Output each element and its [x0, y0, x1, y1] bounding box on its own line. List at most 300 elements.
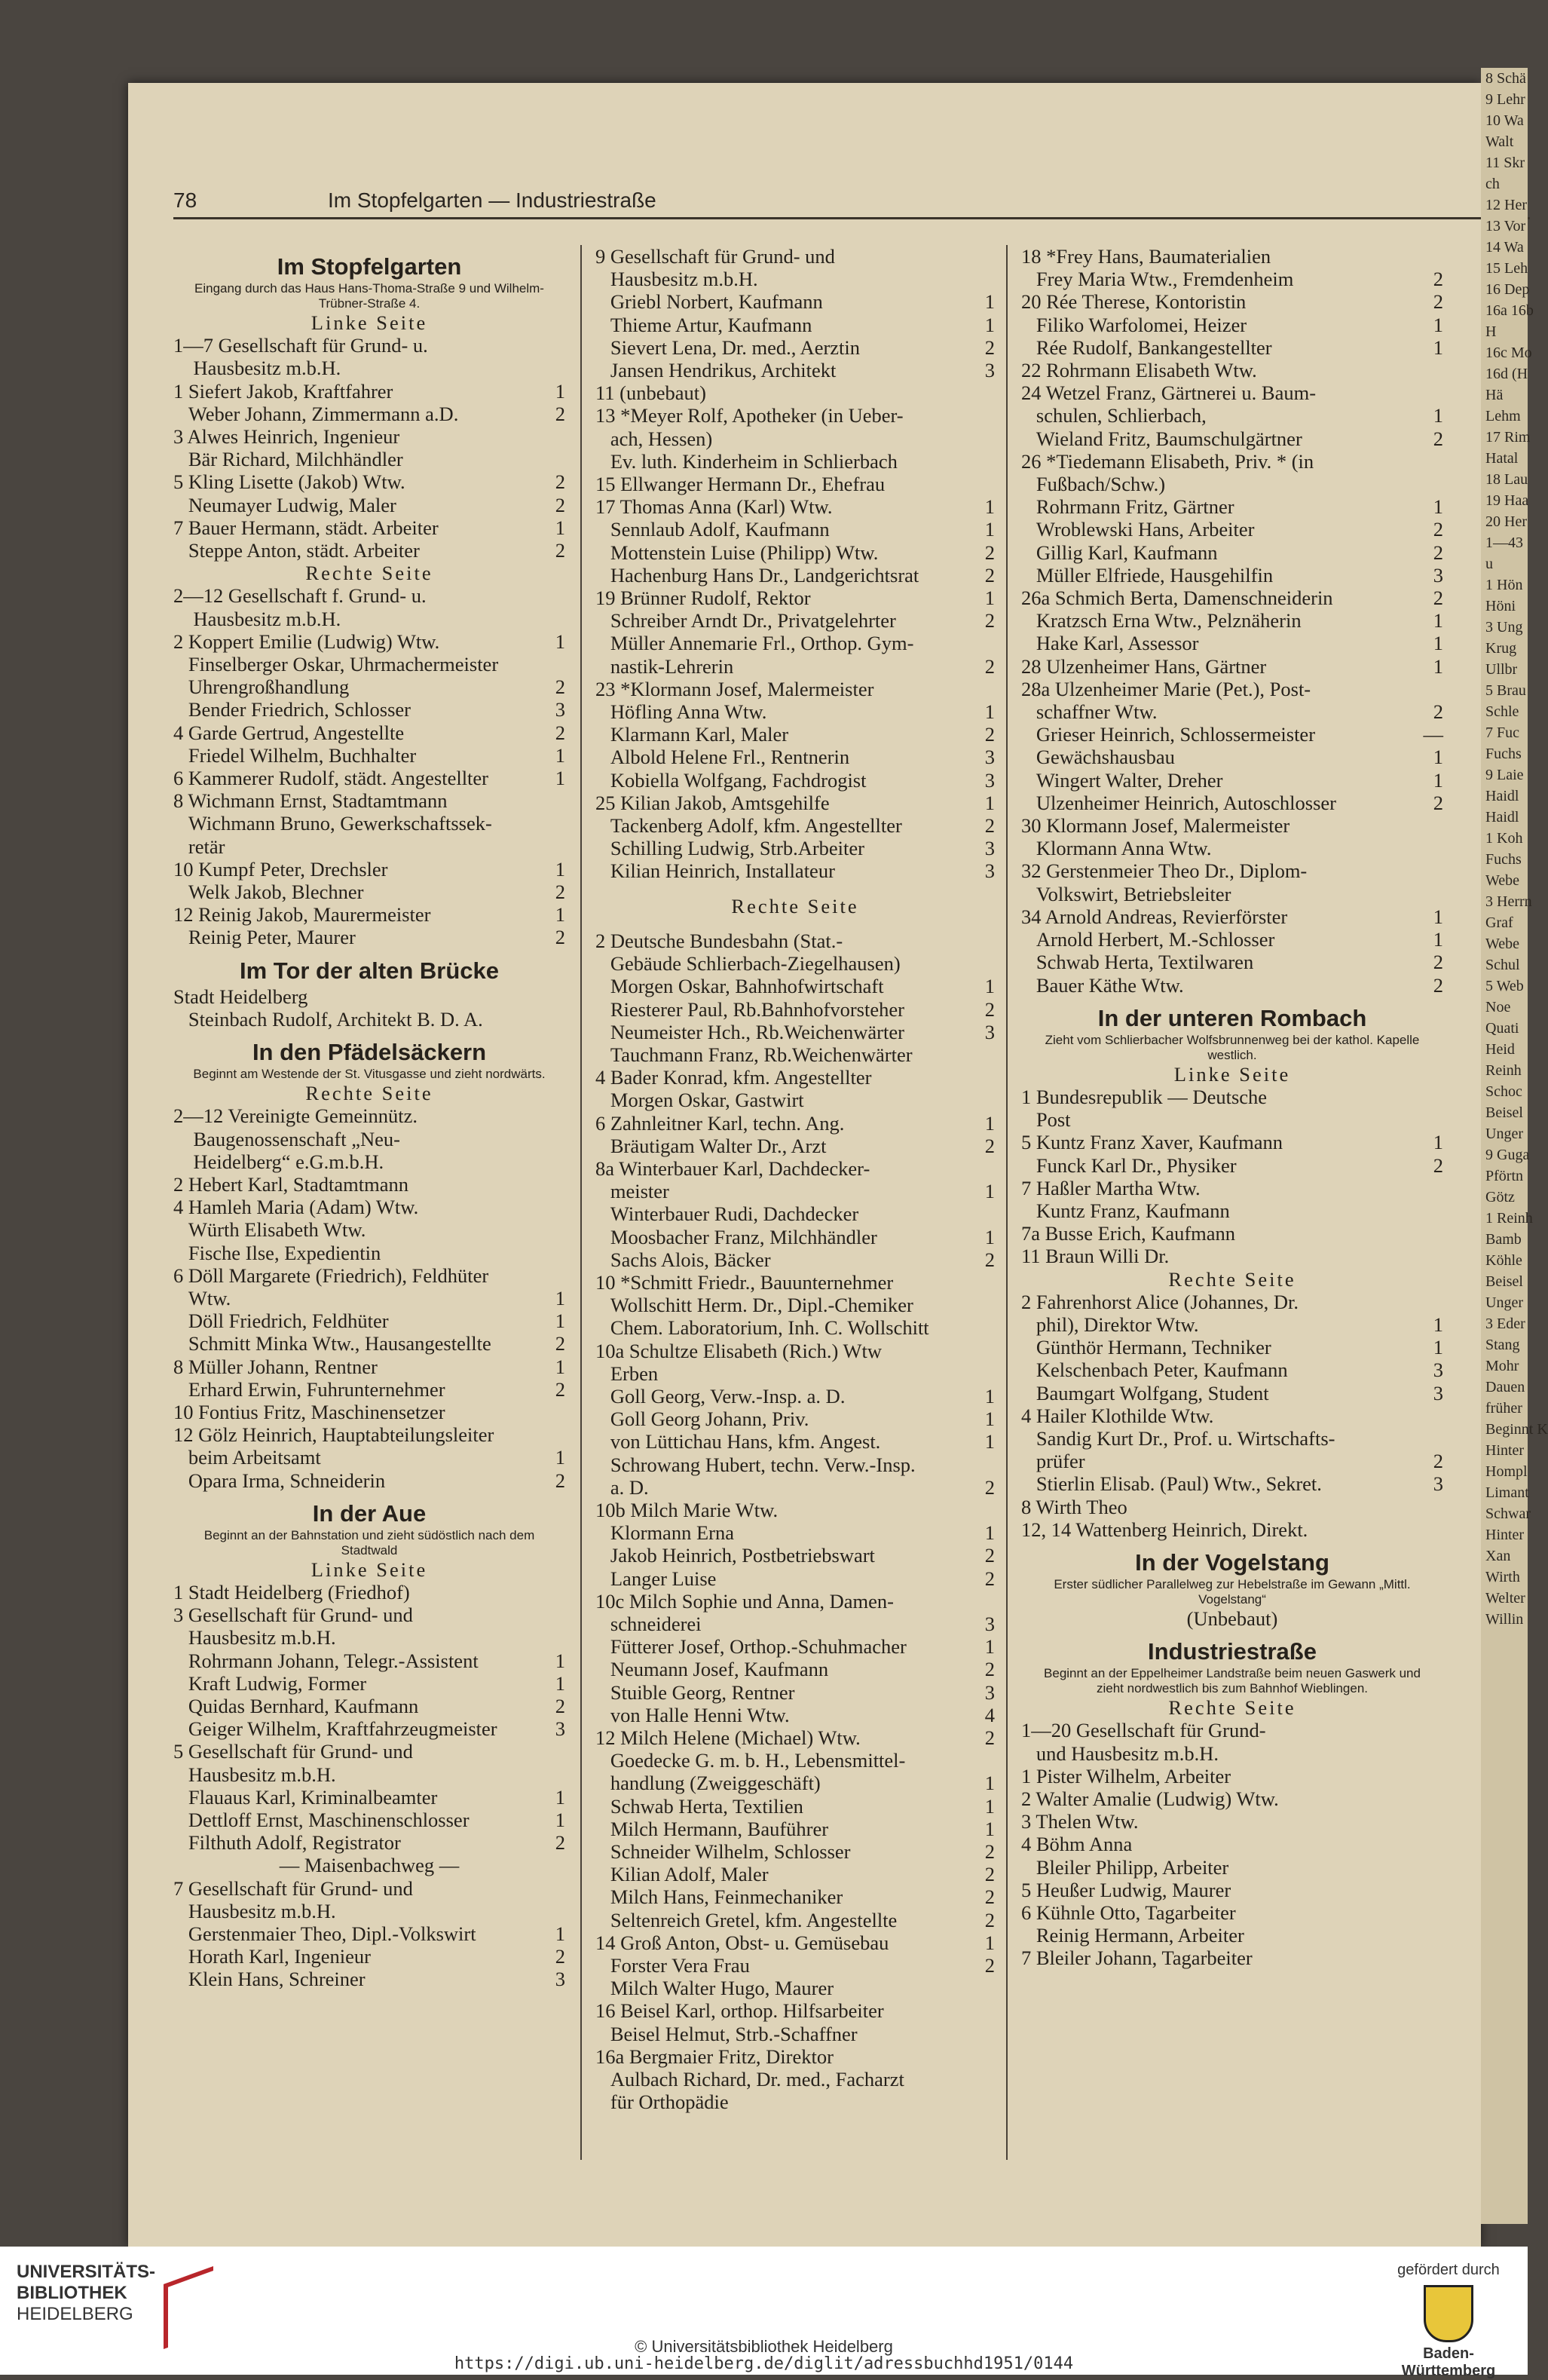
floor-number: 2 [984, 997, 995, 1021]
entry-text: Goll Georg, Verw.-Insp. a. D. [595, 1384, 846, 1407]
entry-text: 19 Brünner Rudolf, Rektor [595, 587, 811, 610]
directory-entry [173, 1922, 565, 1945]
adjacent-page-fragment: 17 Rim [1485, 429, 1531, 446]
entry-text: 20 Rée Therese, Kontoristin [1021, 290, 1247, 314]
adjacent-page-fragment: 14 Wa [1485, 239, 1524, 256]
entry-text: 3 Gesellschaft für Grund- und [173, 1604, 413, 1627]
adjacent-page-fragment: 3 Herrn [1485, 893, 1532, 910]
adjacent-page-fragment: Limant [1485, 1484, 1529, 1501]
directory-entry [1021, 1856, 1443, 1879]
entry-text: Reinig Hermann, Arbeiter [1021, 1924, 1244, 1947]
entry-text: Baugenossenschaft „Neu- [173, 1127, 400, 1150]
floor-number: 2 [555, 1377, 565, 1401]
floor-number: 1 [555, 767, 565, 790]
entry-text: Aulbach Richard, Dr. med., Facharzt [595, 2068, 904, 2091]
entry-text: 1 Siefert Jakob, Kraftfahrer [173, 379, 393, 403]
floor-number: 2 [984, 1567, 995, 1590]
entry-text: 11 (unbebaut) [595, 381, 706, 405]
entry-text: Hausbesitz m.b.H. [173, 357, 341, 380]
entry-text: 12 Reinig Jakob, Maurermeister [173, 903, 431, 927]
entry-text: 18 *Frey Hans, Baumaterialien [1021, 245, 1271, 268]
floor-number: 1 [555, 629, 565, 653]
adjacent-page-fragment: Hinter [1485, 1442, 1525, 1459]
entry-text: Welk Jakob, Blechner [173, 881, 364, 904]
floor-number: 2 [1433, 587, 1443, 610]
adjacent-page-fragment: Noe [1485, 999, 1511, 1015]
entry-text: Opara Irma, Schneiderin [173, 1469, 386, 1492]
entry-text: 1 Bundesrepublik — Deutsche [1021, 1085, 1268, 1108]
directory-entry [595, 769, 995, 792]
directory-entry [1021, 1833, 1443, 1855]
directory-entry [595, 1021, 995, 1043]
entry-text: Beisel Helmut, Strb.-Schaffner [595, 2022, 858, 2045]
side-label: Linke Seite [311, 1558, 428, 1581]
directory-entry [1021, 1336, 1443, 1358]
adjacent-page-fragment: ch [1485, 176, 1500, 192]
adjacent-page-fragment: Krug [1485, 640, 1517, 657]
directory-entry [595, 837, 995, 859]
directory-entry [595, 1635, 995, 1658]
directory-entry [595, 336, 995, 359]
directory-entry [1021, 678, 1443, 700]
directory-entry [173, 494, 565, 516]
floor-number: 2 [984, 1134, 995, 1157]
entry-text: 10a Schultze Elisabeth (Rich.) Wtw [595, 1339, 882, 1362]
entry-text: Erben [595, 1362, 659, 1385]
directory-entry [595, 609, 995, 632]
floor-number: 2 [555, 539, 565, 562]
directory-entry [1021, 245, 1443, 268]
directory-entry [595, 814, 995, 837]
entry-text: 2 Hebert Karl, Stadtamtmann [173, 1172, 409, 1196]
directory-entry [595, 1977, 995, 1999]
directory-entry [173, 881, 565, 903]
entry-text: 10c Milch Sophie und Anna, Damen- [595, 1589, 894, 1613]
floor-number: 1 [984, 700, 995, 724]
adjacent-page-fragment: Hä [1485, 387, 1504, 403]
adjacent-page-fragment: Quati [1485, 1020, 1519, 1037]
adjacent-page-fragment: 20 Her [1485, 513, 1527, 530]
coat-of-arms-icon [1424, 2285, 1473, 2342]
side-label: Rechte Seite [1168, 1267, 1296, 1291]
directory-entry [595, 1772, 995, 1794]
column-divider [1006, 245, 1008, 2160]
entry-text: Bleiler Philipp, Arbeiter [1021, 1855, 1229, 1879]
floor-number: 1 [984, 518, 995, 541]
column-divider [580, 245, 582, 2160]
entry-text: Kratzsch Erna Wtw., Pelznäherin [1021, 609, 1302, 633]
entry-text: Sennlaub Adolf, Kaufmann [595, 518, 830, 541]
directory-entry [595, 792, 995, 814]
directory-entry [1021, 1245, 1443, 1267]
adjacent-page-fragment: Beginnt K [1485, 1421, 1548, 1438]
floor-number: 1 [984, 1931, 995, 1954]
directory-entry [1021, 1086, 1443, 1108]
floor-number: 1 [555, 1309, 565, 1333]
floor-number: 1 [984, 1430, 995, 1453]
entry-text: Heidelberg“ e.G.m.b.H. [173, 1150, 384, 1173]
entry-text: 3 Thelen Wtw. [1021, 1810, 1139, 1833]
floor-number: 1 [555, 1286, 565, 1309]
directory-entry [1021, 587, 1443, 609]
side-label: Rechte Seite [305, 1082, 433, 1105]
entry-text: 8 Wichmann Ernst, Stadtamtmann [173, 789, 448, 813]
entry-text: Höfling Anna Wtw. [595, 700, 767, 724]
directory-entry [1021, 928, 1443, 951]
floor-number: 1 [555, 1785, 565, 1809]
entry-text: Gillig Karl, Kaufmann [1021, 541, 1218, 564]
directory-entry [1021, 859, 1443, 882]
entry-text: 10 Fontius Fritz, Maschinensetzer [173, 1400, 445, 1423]
centered-note: (Unbebaut) [1186, 1607, 1278, 1630]
floor-number: 2 [555, 1332, 565, 1355]
floor-number: 2 [555, 881, 565, 904]
entry-text: phil), Direktor Wtw. [1021, 1313, 1199, 1336]
directory-entry [173, 334, 565, 357]
floor-number: 1 [555, 1808, 565, 1831]
directory-entry [173, 1355, 565, 1378]
directory-entry [1021, 746, 1443, 768]
entry-text: Bender Friedrich, Schlosser [173, 698, 411, 721]
directory-entry [595, 1704, 995, 1726]
adjacent-page-fragment: Bamb [1485, 1231, 1522, 1248]
floor-number: 1 [984, 1384, 995, 1407]
directory-entry [173, 675, 565, 698]
floor-number: 1 [555, 1671, 565, 1695]
directory-entry [1021, 404, 1443, 427]
directory-entry [1021, 541, 1443, 564]
directory-entry [1021, 1810, 1443, 1833]
entry-text: Sandig Kurt Dr., Prof. u. Wirtschafts- [1021, 1426, 1335, 1450]
street-heading: Industriestraße [1148, 1638, 1317, 1665]
entry-text: Wtw. [173, 1286, 231, 1309]
adjacent-page-fragment: Höni [1485, 598, 1516, 614]
entry-text: 22 Rohrmann Elisabeth Wtw. [1021, 359, 1257, 382]
adjacent-page-fragment: Ullbr [1485, 661, 1518, 678]
entry-text: Wichmann Bruno, Gewerkschaftssek- [173, 812, 492, 835]
floor-number: 2 [984, 1248, 995, 1271]
entry-text: Rohrmann Johann, Telegr.-Assistent [173, 1649, 479, 1672]
entry-text: 1 Stadt Heidelberg (Friedhof) [173, 1580, 410, 1604]
floor-number: 1 [1433, 335, 1443, 359]
floor-number: 2 [1433, 1153, 1443, 1177]
adjacent-page-fragment: Schle [1485, 703, 1519, 720]
entry-text: 1—20 Gesellschaft für Grund- [1021, 1719, 1266, 1742]
viewer-footer [0, 2247, 1528, 2379]
directory-entry [1021, 1901, 1443, 1924]
floor-number: 1 [984, 313, 995, 336]
floor-number: 1 [1433, 768, 1443, 792]
entry-text: Wieland Fritz, Baumschulgärtner [1021, 427, 1302, 450]
copyright-notice: © Universitätsbibliothek Heidelberg [635, 2337, 893, 2356]
directory-entry [173, 470, 565, 493]
entry-text: Wroblewski Hans, Arbeiter [1021, 518, 1255, 541]
directory-entry [1021, 1382, 1443, 1404]
entry-text: Wingert Walter, Dreher [1021, 768, 1223, 792]
floor-number: 2 [555, 1469, 565, 1492]
floor-number: 2 [984, 1658, 995, 1681]
directory-entry [595, 1407, 995, 1430]
directory-entry [173, 1809, 565, 1831]
entry-text: Filthuth Adolf, Registrator [173, 1831, 401, 1855]
directory-entry [173, 1649, 565, 1672]
floor-number: 3 [984, 768, 995, 792]
column-middle [595, 245, 995, 2113]
header-rule [173, 217, 1530, 219]
entry-text: 2 Fahrenhorst Alice (Johannes, Dr. [1021, 1290, 1299, 1313]
library-name-line: BIBLIOTHEK [17, 2283, 127, 2303]
directory-entry [1021, 1313, 1443, 1336]
street-description: Beginnt am Westende der St. Vitusgasse und zieht nordwärts. [193, 1067, 546, 1082]
directory-entry [595, 632, 995, 654]
directory-entry [1021, 290, 1443, 313]
entry-text: 12 Gölz Heinrich, Hauptabteilungsleiter [173, 1423, 494, 1447]
directory-entry [1021, 518, 1443, 541]
street-heading: Im Tor der alten Brücke [240, 957, 499, 984]
directory-entry [1021, 1765, 1443, 1787]
entry-text: Reinig Peter, Maurer [173, 926, 356, 949]
entry-text: Bär Richard, Milchhändler [173, 448, 403, 471]
floor-number: 2 [555, 926, 565, 949]
entry-text: Schwab Herta, Textilien [595, 1794, 803, 1818]
directory-entry [173, 448, 565, 470]
directory-entry [595, 564, 995, 587]
directory-entry [595, 1726, 995, 1749]
directory-entry [595, 359, 995, 381]
floor-number: 1 [1433, 404, 1443, 427]
entry-text: von Halle Henni Wtw. [595, 1703, 790, 1726]
directory-entry [595, 1066, 995, 1089]
directory-entry [595, 473, 995, 495]
directory-entry [173, 812, 565, 835]
floor-number: 1 [984, 1521, 995, 1545]
entry-text: 26 *Tiedemann Elisabeth, Priv. * (in [1021, 449, 1314, 473]
floor-number: 2 [555, 470, 565, 494]
entry-text: Frey Maria Wtw., Fremdenheim [1021, 268, 1294, 291]
floor-number: 2 [555, 675, 565, 699]
entry-text: Geiger Wilhelm, Kraftfahrzeugmeister [173, 1717, 497, 1741]
directory-entry [1021, 1108, 1443, 1131]
entry-text: von Lüttichau Hans, kfm. Angest. [595, 1430, 881, 1453]
entry-text: 12, 14 Wattenberg Heinrich, Direkt. [1021, 1518, 1308, 1541]
directory-entry [595, 518, 995, 541]
entry-text: Forster Vera Frau [595, 1954, 750, 1977]
directory-entry [1021, 905, 1443, 928]
entry-text: retär [173, 835, 225, 858]
floor-number: 1 [555, 1649, 565, 1672]
directory-entry [173, 1695, 565, 1717]
street-heading: In der Vogelstang [1135, 1548, 1329, 1576]
library-logo[interactable] [17, 2262, 197, 2325]
adjacent-page-fragment: 8 Schä [1485, 70, 1526, 87]
entry-text: Stierlin Elisab. (Paul) Wtw., Sekret. [1021, 1472, 1322, 1496]
entry-text: Finselberger Oskar, Uhrmachermeister [173, 653, 499, 676]
floor-number: 1 [984, 1407, 995, 1431]
adjacent-page-fragment: Schoc [1485, 1083, 1522, 1100]
entry-text: Steppe Anton, städt. Arbeiter [173, 539, 420, 562]
adjacent-page-fragment: Welter [1485, 1590, 1525, 1607]
directory-entry [173, 903, 565, 926]
floor-number: 1 [555, 743, 565, 767]
entry-text: Neumayer Ludwig, Maler [173, 493, 396, 516]
directory-entry [173, 1763, 565, 1786]
directory-entry [595, 1271, 995, 1294]
entry-text: Hausbesitz m.b.H. [173, 1763, 336, 1786]
adjacent-page-fragment: 16c Mo [1485, 345, 1532, 361]
entry-text: 15 Ellwanger Hermann Dr., Ehefrau [595, 473, 886, 496]
floor-number: 1 [1433, 1336, 1443, 1359]
adjacent-page-fragment: früher [1485, 1400, 1522, 1417]
entry-text: Milch Hans, Feinmechaniker [595, 1885, 843, 1909]
directory-entry [595, 2023, 995, 2045]
directory-entry [173, 1104, 565, 1127]
directory-entry [1021, 632, 1443, 654]
entry-text: schulen, Schlierbach, [1021, 404, 1207, 427]
entry-text: Goll Georg Johann, Priv. [595, 1407, 809, 1431]
directory-entry [595, 404, 995, 427]
adjacent-page-fragment: 3 Eder [1485, 1316, 1525, 1332]
entry-text: Bauer Käthe Wtw. [1021, 973, 1184, 997]
adjacent-page-fragment: 1—43 [1485, 535, 1523, 551]
directory-entry [173, 380, 565, 403]
entry-text: Müller Annemarie Frl., Orthop. Gym- [595, 632, 914, 655]
floor-number: — [1423, 723, 1443, 746]
entry-text: Hausbesitz m.b.H. [173, 607, 341, 630]
directory-entry [595, 1840, 995, 1863]
directory-entry [1021, 495, 1443, 518]
street-description: Erster südlicher Parallelweg zur Hebelstraße im Gewann „Mittl. Vogelstang“ [1054, 1576, 1411, 1607]
adjacent-page-fragment: Schwar [1485, 1505, 1531, 1522]
street-description: Eingang durch das Haus Hans-Thoma-Straße 9 und Wilhelm-Trübner-Straße 4. [194, 281, 544, 311]
floor-number: 3 [984, 1680, 995, 1704]
entry-text: Hausbesitz m.b.H. [173, 1899, 336, 1922]
street-description: Beginnt an der Bahnstation und zieht südöstlich nach dem Stadtwald [203, 1527, 535, 1558]
directory-entry [595, 1180, 995, 1202]
directory-entry [1021, 609, 1443, 632]
directory-entry [173, 1900, 565, 1922]
entry-text: Rée Rudolf, Bankangestellter [1021, 335, 1272, 359]
floor-number: 3 [1433, 1472, 1443, 1496]
directory-entry [1021, 336, 1443, 359]
funder-name: Baden-Württemberg [1401, 2345, 1496, 2379]
directory-entry [595, 2091, 995, 2113]
directory-entry [595, 1521, 995, 1544]
entry-text: 8 Wirth Theo [1021, 1495, 1127, 1518]
entry-text: Fische Ilse, Expedientin [173, 1241, 381, 1264]
adjacent-page-fragment: Lehm [1485, 408, 1521, 424]
floor-number: 1 [555, 1355, 565, 1378]
adjacent-page-fragment: Köhle [1485, 1252, 1522, 1269]
floor-number: 2 [1433, 1450, 1443, 1473]
entry-text: Hake Karl, Assessor [1021, 632, 1199, 655]
floor-number: 1 [1433, 632, 1443, 655]
adjacent-page-fragment: Fuchs [1485, 746, 1522, 762]
adjacent-page-fragment: Haidl [1485, 788, 1519, 804]
directory-entry [173, 1128, 565, 1150]
entry-text: Uhrengroßhandlung [173, 675, 350, 699]
entry-text: Morgen Oskar, Bahnhofwirtschaft [595, 975, 884, 998]
floor-number: 2 [984, 1885, 995, 1909]
directory-entry [595, 1476, 995, 1499]
spacer [595, 917, 995, 930]
adjacent-page-fragment: Schul [1485, 957, 1520, 973]
floor-number: 3 [984, 359, 995, 382]
entry-text: Schwab Herta, Textilwaren [1021, 951, 1254, 974]
directory-entry [1021, 1719, 1443, 1741]
adjacent-page-fragment: 15 Leh [1485, 260, 1528, 277]
entry-text: 6 Zahnleitner Karl, techn. Ang. [595, 1111, 845, 1135]
adjacent-page-fragment: 16d (H [1485, 366, 1528, 382]
floor-number: 2 [984, 1908, 995, 1931]
adjacent-page-fragment: 16 Dep [1485, 281, 1530, 298]
floor-number: 2 [984, 1475, 995, 1499]
adjacent-page-fragment: 9 Laie [1485, 767, 1524, 783]
directory-entry [595, 541, 995, 564]
side-label: Rechte Seite [1168, 1696, 1296, 1720]
directory-entry [173, 1740, 565, 1763]
floor-number: 1 [555, 1446, 565, 1469]
permalink-url[interactable]: https://digi.ub.uni-heidelberg.de/diglit/adressbuchhd1951/0144 [454, 2354, 1074, 2373]
directory-entry [595, 1430, 995, 1453]
entry-text: Klormann Anna Wtw. [1021, 837, 1212, 860]
entry-text: Milch Walter Hugo, Maurer [595, 1977, 834, 2000]
directory-entry [1021, 1222, 1443, 1245]
directory-entry [173, 835, 565, 858]
directory-entry [595, 1340, 995, 1362]
floor-number: 1 [1433, 1313, 1443, 1336]
entry-text: schneiderei [595, 1612, 702, 1635]
directory-entry [173, 721, 565, 744]
directory-entry [1021, 1154, 1443, 1177]
entry-text: 23 *Klormann Josef, Malermeister [595, 677, 874, 700]
adjacent-page-fragment: Wirth [1485, 1569, 1520, 1585]
street-heading: In der unteren Rombach [1097, 1004, 1367, 1031]
entry-text: Fußbach/Schw.) [1021, 473, 1166, 496]
directory-entry [173, 698, 565, 721]
floor-number: 2 [984, 1863, 995, 1886]
entry-text: beim Arbeitsamt [173, 1446, 321, 1469]
directory-entry [595, 1613, 995, 1635]
directory-entry [173, 1264, 565, 1287]
adjacent-page-fragment: 16a 16b [1485, 302, 1534, 319]
entry-text: 12 Milch Helene (Michael) Wtw. [595, 1726, 861, 1749]
directory-entry [1021, 769, 1443, 792]
funding-label: gefördert durch [1397, 2262, 1500, 2278]
directory-entry [595, 268, 995, 290]
floor-number: 3 [1433, 563, 1443, 587]
entry-text: Grieser Heinrich, Schlossermeister [1021, 723, 1316, 746]
directory-entry [173, 789, 565, 812]
directory-entry [1021, 268, 1443, 290]
entry-text: 17 Thomas Anna (Karl) Wtw. [595, 495, 833, 519]
entry-text: Kuntz Franz, Kaufmann [1021, 1199, 1230, 1222]
entry-text: 8 Müller Johann, Rentner [173, 1355, 378, 1378]
entry-text: 30 Klormann Josef, Malermeister [1021, 814, 1290, 838]
entry-text: Schreiber Arndt Dr., Privatgelehrter [595, 609, 896, 633]
directory-entry [595, 495, 995, 518]
entry-text: Kilian Heinrich, Installateur [595, 859, 835, 883]
floor-number: 2 [555, 493, 565, 516]
adjacent-page-fragment: 5 Web [1485, 978, 1524, 994]
directory-entry [1021, 1496, 1443, 1518]
directory-entry [1021, 1450, 1443, 1472]
entry-text: Volkswirt, Betriebsleiter [1021, 882, 1231, 905]
directory-entry [595, 859, 995, 882]
entry-text: Friedel Wilhelm, Buchhalter [173, 743, 417, 767]
directory-entry [1021, 974, 1443, 997]
floor-number: 1 [984, 1225, 995, 1248]
adjacent-page-fragment: 1 Hön [1485, 577, 1523, 593]
